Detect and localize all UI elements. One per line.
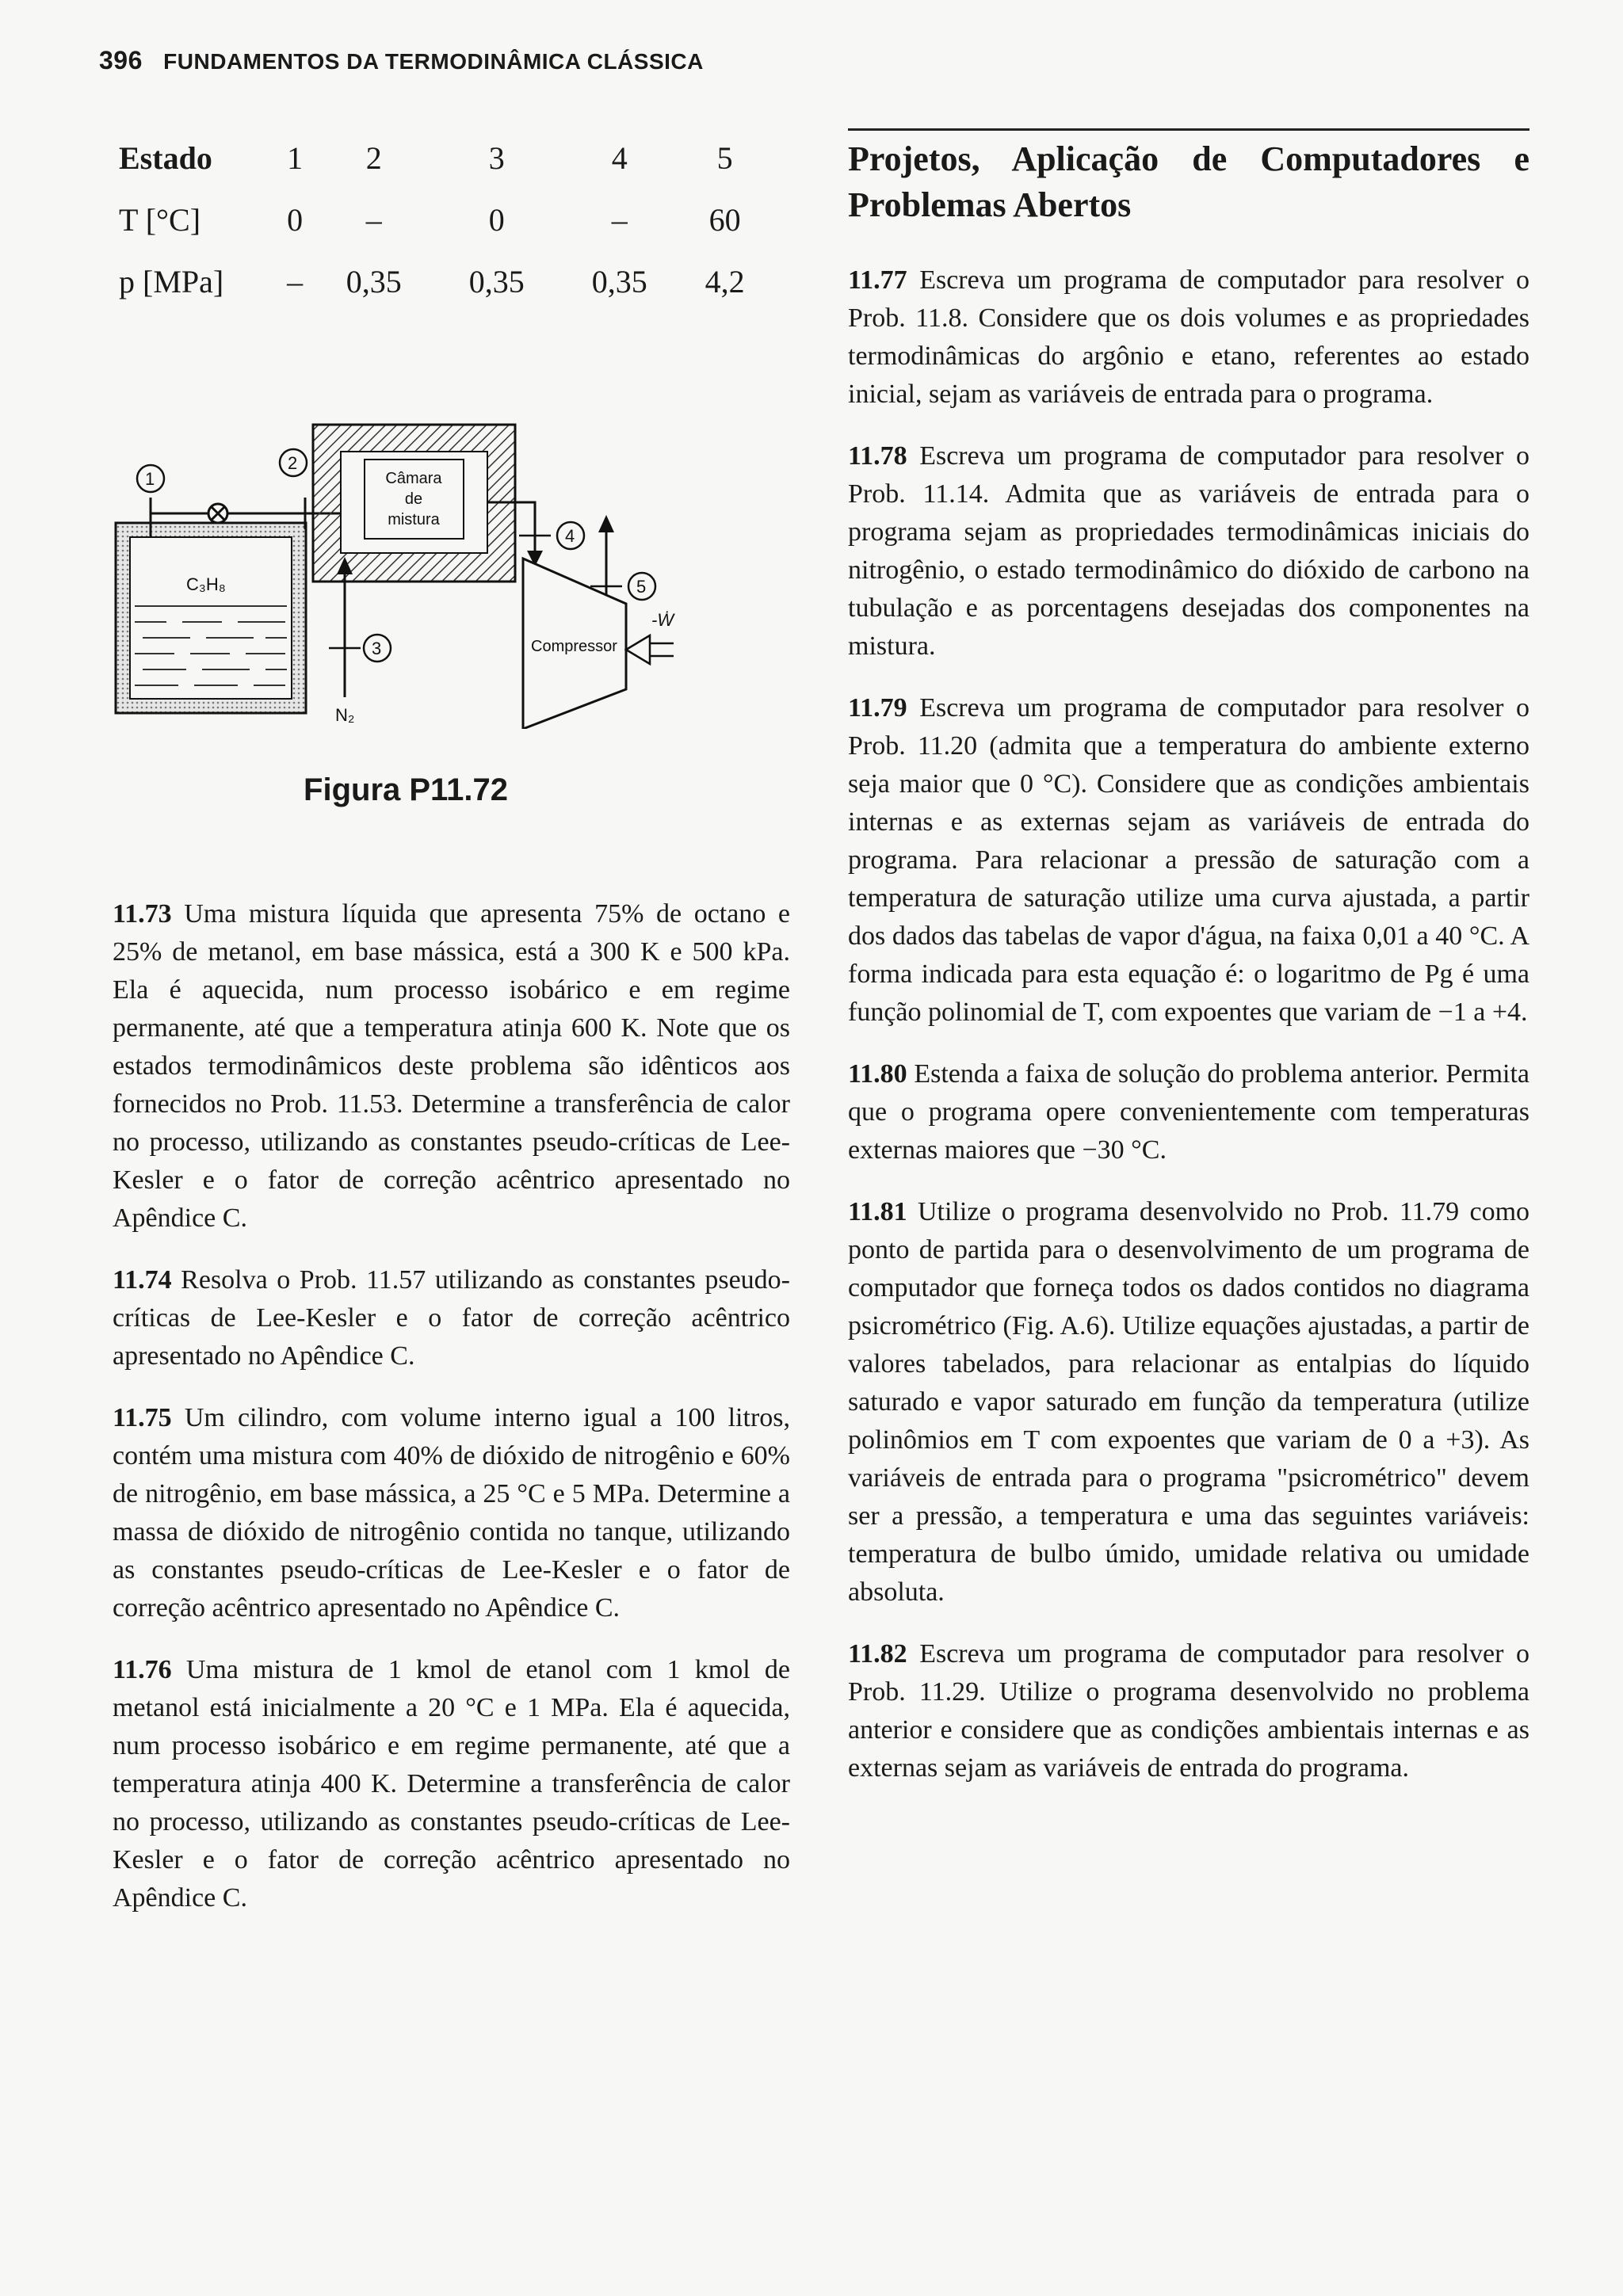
table-cell: 4,2 bbox=[705, 263, 745, 299]
problem-number: 11.76 bbox=[113, 1655, 172, 1684]
right-column bbox=[848, 261, 1529, 1811]
state-marker-3 bbox=[364, 635, 391, 662]
state-marker-5 bbox=[628, 573, 655, 600]
table-cell: – bbox=[287, 263, 304, 299]
problem-text: Escreva um programa de computador para resolver o Prob. 11.29. Utilize o programa desenvolvido no problema anterior e considere que as condições ambientais internas e as externas sejam as variáveis de entrada do programa. bbox=[848, 1639, 1530, 1783]
svg-text:4: 4 bbox=[565, 526, 575, 546]
table-cell: 5 bbox=[716, 139, 733, 176]
table-cell: 0 bbox=[287, 201, 304, 238]
work-input-arrow bbox=[626, 610, 675, 664]
problem-item bbox=[113, 895, 790, 1238]
problem-text: Escreva um programa de computador para resolver o Prob. 11.8. Considere que os dois volumes e as propriedades termodinâmicas do argônio e etano, referentes ao estado inicial, sejam as variáveis de entrada para o programa. bbox=[848, 265, 1530, 409]
problem-text: Um cilindro, com volume interno igual a 100 litros, contém uma mistura com 40% de dióxido de nitrogênio e 60% de nitrogênio, em base mássica, a 25 °C e 5 MPa. Determine a massa de dióxido de nitrogênio contida no tanque, utilizando as constantes pseudo-críticas de Lee-Kesler e o fator de correção acêntrico apresentado no Apêndice C. bbox=[113, 1403, 790, 1623]
state-marker-2 bbox=[280, 449, 307, 476]
problem-item bbox=[113, 1651, 790, 1917]
row-label: p [MPa] bbox=[119, 263, 224, 299]
problem-item bbox=[848, 261, 1529, 414]
problem-number: 11.77 bbox=[848, 265, 907, 295]
propane-tank bbox=[116, 523, 306, 713]
problem-item bbox=[113, 1261, 790, 1375]
state-table bbox=[119, 127, 769, 312]
tank-label: C₃H₈ bbox=[186, 574, 226, 594]
problem-number: 11.74 bbox=[113, 1265, 172, 1295]
problem-text: Escreva um programa de computador para resolver o Prob. 11.20 (admita que a temperatura do ambiente externo seja maior que 0 °C). Considere que as condições ambientais internas e as externas sejam as variáveis de entrada do programa. Para relacionar a pressão de saturação com a temperatura de saturação utilize uma curva ajustada, a partir dos dados das tabelas de vapor d'água, na faixa 0,01 a 40 °C. A forma indicada para esta equação é: o logaritmo de Pg é uma função polinomial de T, com expoentes que variam de −1 a +4. bbox=[848, 693, 1530, 1027]
state-table-row bbox=[119, 189, 769, 250]
nitrogen-label: N₂ bbox=[335, 705, 355, 725]
problem-item bbox=[848, 689, 1529, 1032]
row-label: Estado bbox=[119, 139, 212, 176]
problem-text: Escreva um programa de computador para resolver o Prob. 11.14. Admita que as variáveis de entrada para o programa sejam as propriedades termodinâmicas iniciais do nitrogênio, o estado termodinâmico do dióxido de carbono na tubulação e as porcentagens desejadas dos componentes na mistura. bbox=[848, 441, 1530, 661]
chamber-label-2: de bbox=[404, 490, 423, 508]
problem-text: Uma mistura de 1 kmol de etanol com 1 kmol de metanol está inicialmente a 20 °C e 1 MPa. Ela é aquecida, num processo isobárico e em regime permanente, até que a temperatura atinja 400 K. Determine a transferência de calor no processo, utilizando as constantes pseudo-críticas de Lee-Kesler e o fator de correção acêntrico apresentado no Apêndice C. bbox=[113, 1655, 791, 1913]
problem-number: 11.73 bbox=[113, 899, 172, 929]
table-cell: 0,35 bbox=[468, 263, 525, 299]
table-cell: 4 bbox=[611, 139, 628, 176]
page-number: 396 bbox=[99, 46, 143, 74]
state-table-row bbox=[119, 250, 769, 312]
running-title: FUNDAMENTOS DA TERMODINÂMICA CLÁSSICA bbox=[163, 49, 704, 74]
problem-text: Resolva o Prob. 11.57 utilizando as constantes pseudo-críticas de Lee-Kesler e o fator de correção acêntrico apresentado no Apêndice C. bbox=[113, 1265, 790, 1371]
compressor-label: Compressor bbox=[531, 638, 617, 655]
problem-number: 11.75 bbox=[113, 1403, 172, 1432]
figure-caption: Figura P11.72 bbox=[304, 772, 508, 807]
problem-text: Uma mistura líquida que apresenta 75% de octano e 25% de metanol, em base mássica, está a 300 K e 500 kPa. Ela é aquecida, num processo isobárico e em regime permanente, até que a temperatura atinja 600 K. Note que os estados termodinâmicos deste problema são idênticos aos fornecidos no Prob. 11.53. Determine a transferência de calor no processo, utilizando as constantes pseudo-críticas de Lee-Kesler e o fator de correção acêntrico apresentado no Apêndice C. bbox=[113, 899, 791, 1233]
problem-text: Utilize o programa desenvolvido no Prob. 11.79 como ponto de partida para o desenvolvimento de um programa de computador que forneça todos os dados contidos no diagrama psicrométrico (Fig. A.6). Utilize equações ajustadas, a partir de valores tabelados, para relacionar as entalpias do líquido saturado e vapor saturado em função da temperatura (utilize polinômios em T com expoentes que variam de 0 a +3). As variáveis de entrada para o programa "psicrométrico" devem ser a pressão, a temperatura e uma das seguintes variáveis: temperatura de bulbo úmido, umidade relativa ou umidade absoluta. bbox=[848, 1197, 1530, 1607]
problem-item bbox=[113, 1399, 790, 1627]
problem-item bbox=[848, 1055, 1529, 1169]
problem-number: 11.79 bbox=[848, 693, 907, 723]
svg-text:5: 5 bbox=[636, 577, 647, 597]
compressor bbox=[523, 559, 626, 729]
table-cell: – bbox=[365, 201, 382, 238]
state-marker-4 bbox=[557, 522, 584, 549]
problem-item bbox=[848, 1193, 1529, 1611]
chamber-label-3: mistura bbox=[388, 511, 440, 528]
running-head bbox=[99, 46, 704, 75]
valve-icon bbox=[208, 504, 227, 523]
state-table-row bbox=[119, 127, 769, 189]
problem-number: 11.80 bbox=[848, 1059, 907, 1089]
work-label: -Ẇ bbox=[651, 610, 674, 630]
svg-text:2: 2 bbox=[288, 453, 298, 473]
table-cell: – bbox=[611, 201, 628, 238]
problem-number: 11.78 bbox=[848, 441, 907, 471]
table-cell: 60 bbox=[708, 201, 741, 238]
table-cell: 1 bbox=[287, 139, 304, 176]
problem-number: 11.82 bbox=[848, 1639, 907, 1669]
row-label: T [°C] bbox=[119, 201, 201, 238]
table-cell: 3 bbox=[488, 139, 505, 176]
section-title: Projetos, Aplicação de Computadores e Problemas Abertos bbox=[848, 139, 1529, 224]
section-rule bbox=[848, 128, 1529, 131]
chamber-label-1: Câmara bbox=[385, 470, 442, 487]
mixing-system-diagram bbox=[111, 396, 792, 729]
left-column bbox=[113, 895, 790, 1941]
table-cell: 0,35 bbox=[591, 263, 647, 299]
table-cell: 2 bbox=[365, 139, 382, 176]
mixing-chamber bbox=[313, 425, 515, 582]
problem-item bbox=[848, 1635, 1529, 1787]
svg-text:1: 1 bbox=[145, 469, 155, 489]
table-cell: 0 bbox=[488, 201, 505, 238]
table-cell: 0,35 bbox=[346, 263, 402, 299]
outlet-line bbox=[590, 515, 622, 596]
problem-text: Estenda a faixa de solução do problema anterior. Permita que o programa opere convenientemente com temperaturas externas maiores que −30 °C. bbox=[848, 1059, 1529, 1165]
state-marker-1 bbox=[137, 465, 164, 492]
problem-item bbox=[848, 437, 1529, 666]
problem-number: 11.81 bbox=[848, 1197, 907, 1226]
svg-text:3: 3 bbox=[372, 639, 382, 658]
